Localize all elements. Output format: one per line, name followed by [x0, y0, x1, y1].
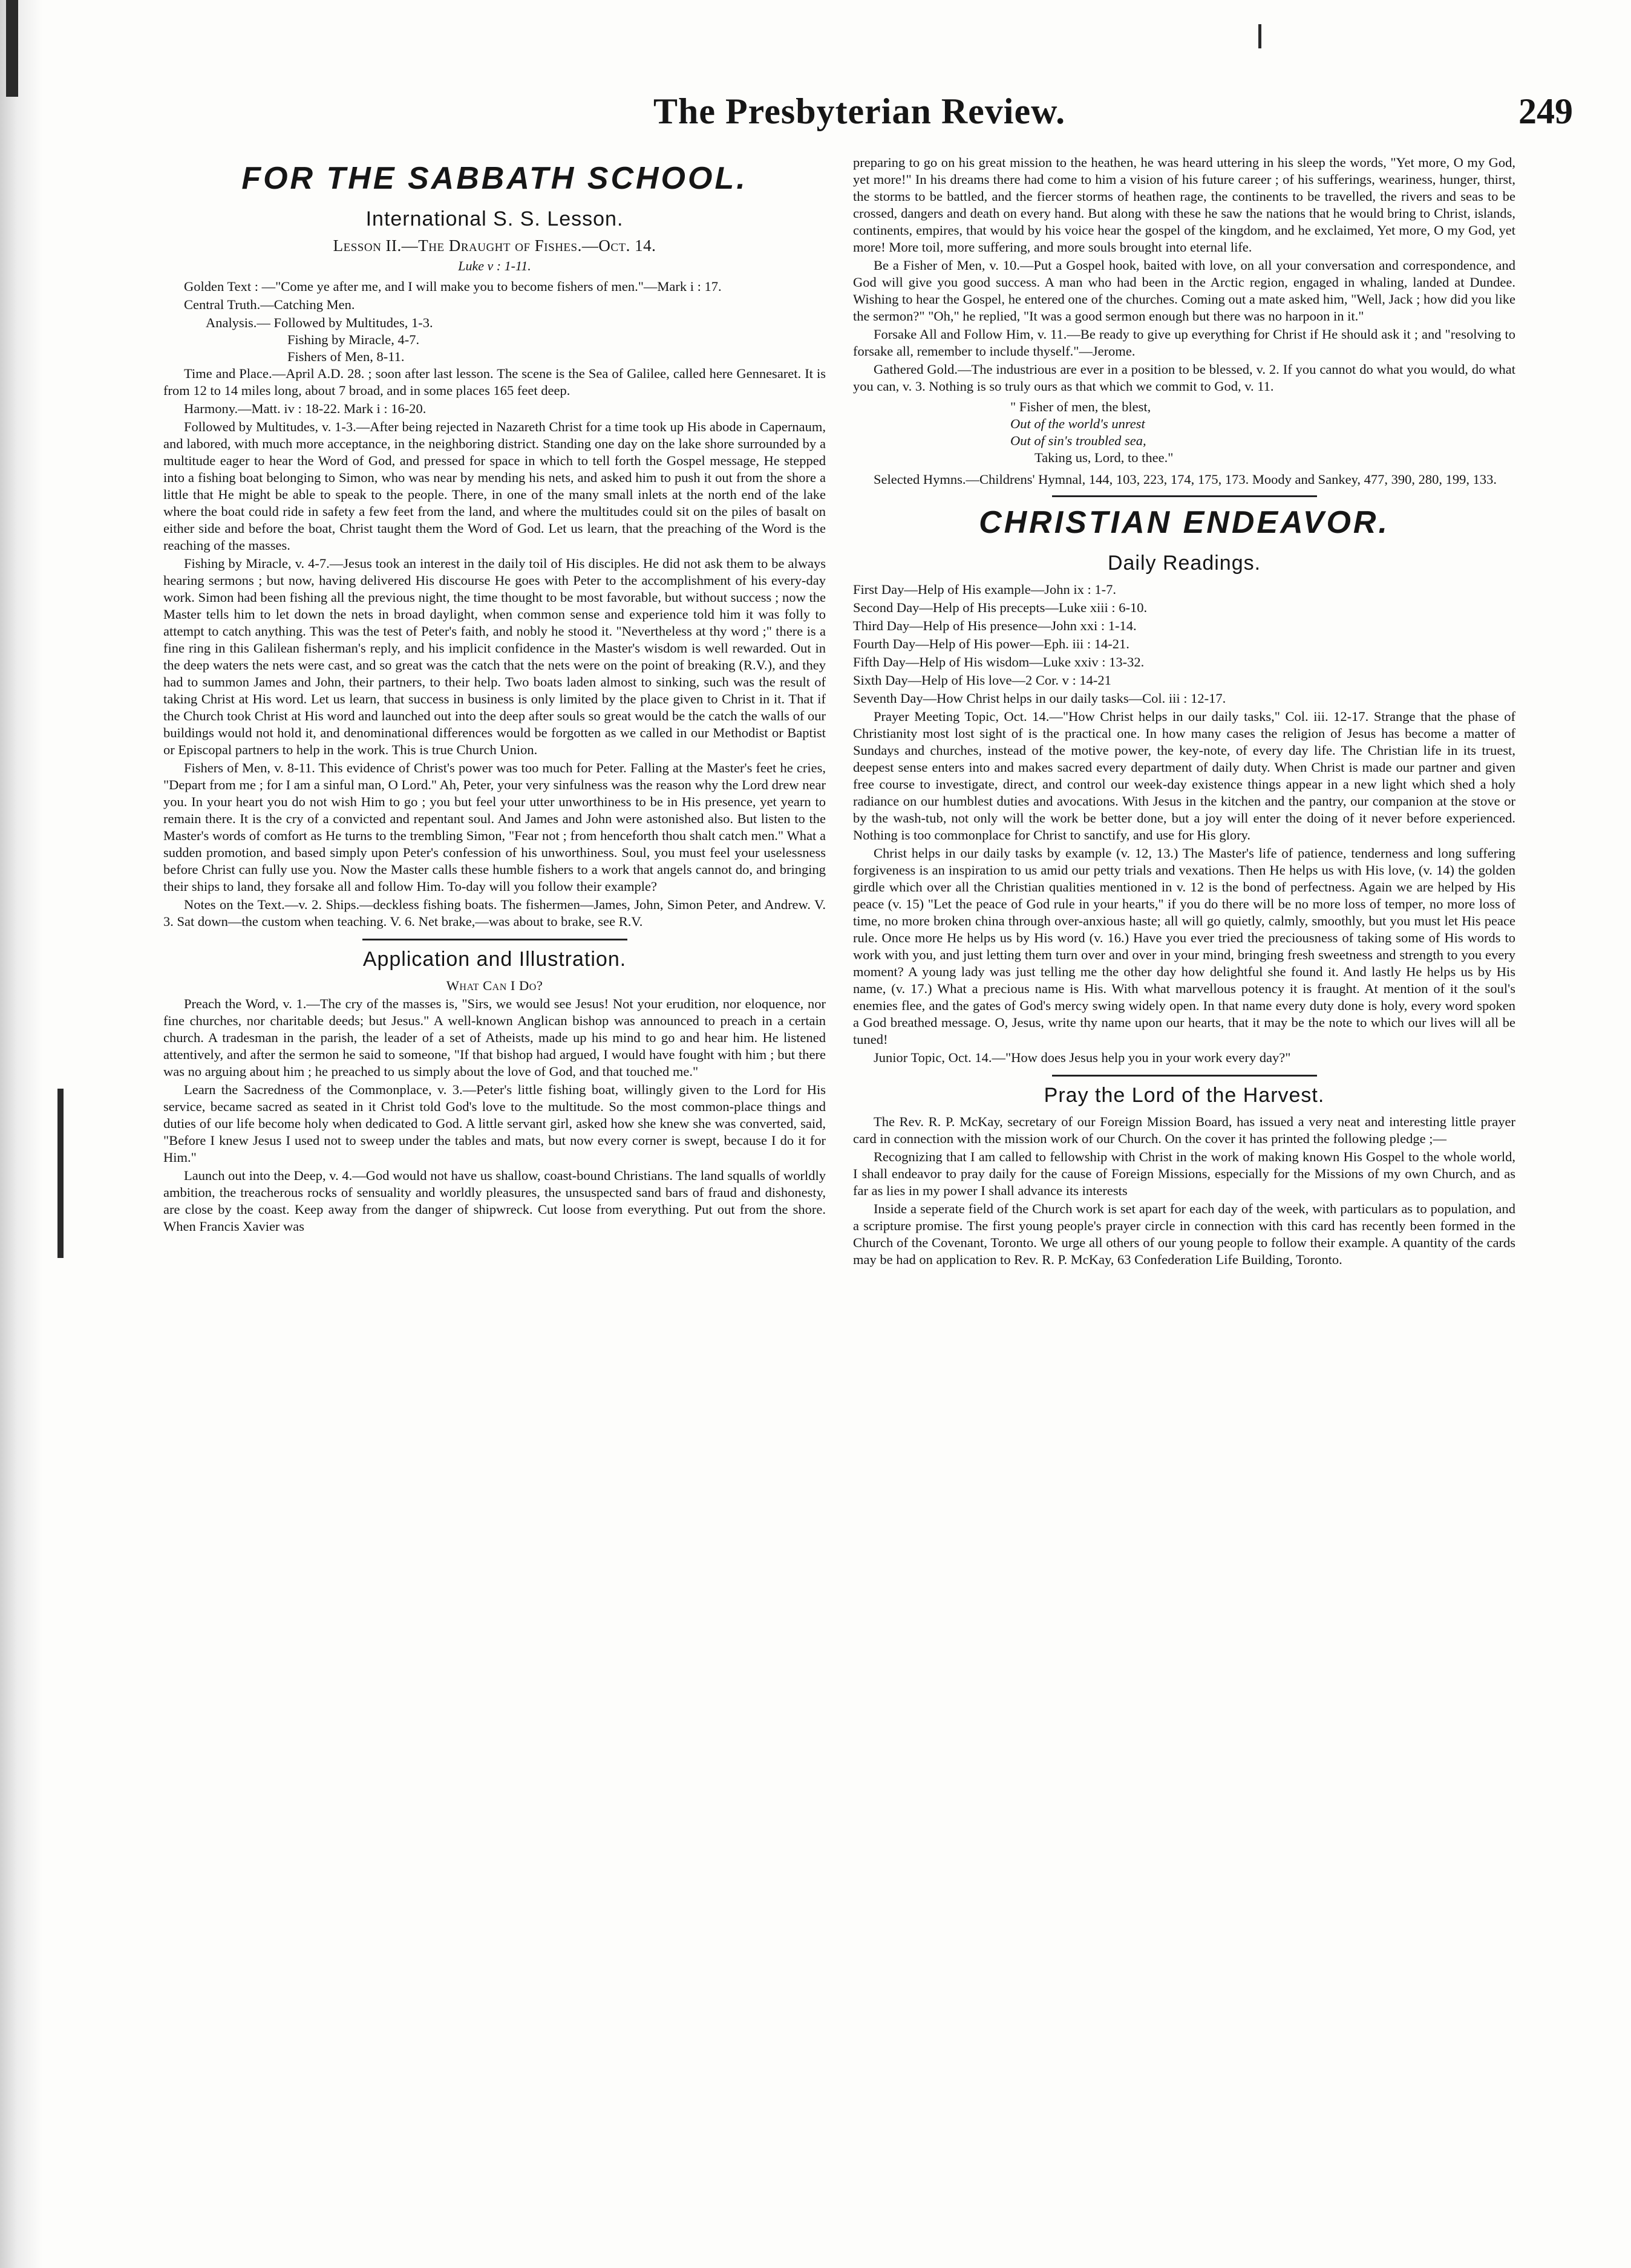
divider: [362, 939, 627, 940]
paragraph: Fishers of Men, v. 8-11. This evidence of Christ's power was too much for Peter. Falling at the Master's feet he cries, "Depart from me ; for I am a sinful man, O Lord." Ah, Peter, your very sinfulness was the reason why the Lord drew near you. In your heart you do not wish Him to go ; you but feel your utter unworthiness to be in His presence, yet yearn to remain there. It is the cry of a convicted and repentant soul. And James and John were astonished also. But listen to the Master's words of comfort as He turns to the trembling Simon, "Fear not ; from henceforth thou shalt catch men." What a sudden promotion, and based simply upon Peter's confession of his unworthiness. Soul, you must feel your uselessness before Christ can fully use you. Now the Master calls these humble fishers to a work that angels cannot do, and bringing their ships to land, they forsake all and follow Him. To-day will you follow their example?: [163, 760, 826, 894]
paragraph: Fishing by Miracle, v. 4-7.—Jesus took an interest in the daily toil of His disciples. He did not ask them to be always hearing sermons ; but now, having delivered His discourse He goes with Peter to the accomplishment of his every-day work. Simon had been fishing all the previous night, the time thought to be most favorable, but without success ; now the Master tells him to let down the nets in broad daylight, when common sense and experience told him it was folly to attempt to catch anything. This was the test of Peter's faith, and nobly he stood it. "Nevertheless at thy word ;" there is a fine ring in this Galilean fisherman's reply, and his implicit confidence in the Master's wisdom is well rewarded. Out in the deep waters the nets were cast, and so great was the catch that the nets were on the point of breaking (R.V.), and they had to summon James and John, their partners, to their help. Two boats laden almost to sinking, such was the result of taking Christ at His word. Let us learn, that success in business is only limited by the place given to Christ in it. That if the Church took Christ at His word and launched out into the deep after souls so great would be the catch the walls of our buildings would not hold it, and denominational differences would be forgotten as we called in our Methodist or Baptist or Episcopal partners to help in the work. This is true Church Union.: [163, 556, 826, 757]
reading-item: Sixth Day—Help of His love—2 Cor. v : 14-21: [853, 673, 1111, 688]
selected-hymns: Selected Hymns.—Childrens' Hymnal, 144, 103, 223, 174, 175, 173. Moody and Sankey, 477, 390, 280, 199, 133.: [874, 472, 1497, 487]
paragraph: Forsake All and Follow Him, v. 11.—Be ready to give up everything for Christ if He should ask it ; and "resolving to forsake all, remember to include thyself."—Jerome.: [853, 327, 1515, 359]
harvest-heading: Pray the Lord of the Harvest.: [1044, 1084, 1325, 1107]
divider: [1052, 1075, 1317, 1077]
scripture-ref: Luke v : 1-11.: [458, 258, 531, 273]
section-title-christian-endeavor: CHRISTIAN ENDEAVOR.: [979, 505, 1390, 540]
paragraph: Junior Topic, Oct. 14.—"How does Jesus help you in your work every day?": [874, 1050, 1291, 1065]
right-column: [853, 154, 1515, 1269]
paragraph: Preach the Word, v. 1.—The cry of the masses is, "Sirs, we would see Jesus! Not your erudition, nor eloquence, nor fine churches, nor charitable deeds; but Jesus." A well-known Anglican bishop was announced to preach in a certain church. A tradesman in the parish, the leader of a set of Atheists, made up his mind to go and hear him. He listened attentively, and after the sermon he said to someone, "If that bishop had argued, I would have fought with him ; but there was no arguing about him ; he preached to us simply about the love of God, and that touched me.": [163, 996, 826, 1079]
paragraph: The Rev. R. P. McKay, secretary of our Foreign Mission Board, has issued a very neat and interesting little prayer card in connection with the mission work of our Church. On the cover it has printed the following pledge ;—: [853, 1114, 1515, 1146]
reading-item: Seventh Day—How Christ helps in our daily tasks—Col. iii : 12-17.: [853, 691, 1226, 706]
central-truth: Central Truth.—Catching Men.: [184, 297, 355, 312]
application-heading: Application and Illustration.: [362, 948, 627, 971]
poem-line: Out of the world's unrest: [1010, 416, 1145, 431]
page-number: 249: [1518, 91, 1573, 131]
paragraph: Time and Place.—April A.D. 28. ; soon after last lesson. The scene is the Sea of Galilee, called here Gennesaret. It is from 12 to 14 miles long, about 7 broad, and in some places 165 feet deep.: [163, 366, 826, 398]
paragraph: preparing to go on his great mission to the heathen, he was heard uttering in his sleep the words, "Yet more, O my God, yet more!" In his dreams there had come to him a vision of his future career ; of his sufferings, weariness, hunger, thirst, the storms to be battled, and the fiercer storms of heathen rage, the continents to be travelled, the rivers and seas to be crossed, dangers and death on every hand. But along with these he saw the nations that he would bring to Christ, islands, continents, empires, that would by his voice hear the gospel of the kingdom, and he exclaimed, Yet more, O my God, yet more! More toil, more suffering, and more souls brought into eternal life.: [853, 155, 1515, 255]
analysis-line: Analysis.— Followed by Multitudes, 1-3.: [206, 315, 433, 330]
daily-readings-list: [853, 581, 1515, 707]
poem-line: Taking us, Lord, to thee.": [1034, 450, 1174, 465]
lesson-line: Lesson II.—The Draught of Fishes.—Oct. 14.: [333, 236, 656, 255]
paragraph: Prayer Meeting Topic, Oct. 14.—"How Christ helps in our daily tasks," Col. iii. 12-17. Strange that the phase of Christianity most lost sight of is the practical one. In how many cases the religion of Jesus has become a matter of Sundays and churches, instead of the motive power, the key-note, of every day life. The Christian life in its truest, deepest sense enters into and makes sacred every department of daily duty. When Christ is made our partner and given free course to investigate, direct, and control our week-day existence things appear in a new light which shed a holy radiance on our humblest duties and avocations. With Jesus in the kitchen and the pantry, our companion at the stove or by the wash-tub, not only will the work be better done, but a joy will enter the doing of it never before experienced. Nothing is too commonplace for Christ to sanctify, and use for His glory.: [853, 709, 1515, 842]
application-subheading: What Can I Do?: [446, 978, 543, 993]
scan-artifact: [6, 0, 18, 97]
reading-item: Third Day—Help of His presence—John xxi : 1-14.: [853, 618, 1137, 633]
section-title-sabbath-school: FOR THE SABBATH SCHOOL.: [241, 161, 748, 196]
paragraph: Inside a seperate field of the Church work is set apart for each day of the week, with particulars as to population, and a scripture promise. The first young people's prayer circle in connection with this card has recently been formed in the Church of the Covenant, Toronto. We urge all others of our young people to follow their example. A quantity of the cards may be had on application to Rev. R. P. McKay, 63 Confederation Life Building, Toronto.: [853, 1201, 1515, 1267]
page-header: [629, 91, 1573, 145]
paragraph: Harmony.—Matt. iv : 18-22. Mark i : 16-20.: [184, 401, 427, 416]
paragraph: Recognizing that I am called to fellowship with Christ in the work of making known His Gospel to the whole world, I shall endeavor to pray daily for the cause of Foreign Missions, especially for the Missions of my own Church, and as far as lies in my power I shall advance its interests: [853, 1149, 1515, 1198]
paragraph: Followed by Multitudes, v. 1-3.—After being rejected in Nazareth Christ for a time took up His abode in Capernaum, and labored, with much more acceptance, in the neighboring district. Standing one day on the lake shore surrounded by a multitude eager to hear the Word of God, and pressed for space in which to tell forth the Gospel message, He stepped into a fishing boat belonging to Simon, who was near by mending his nets, and asked him to push it out from the shore a little that He might be able to speak to the people. There, in one of the many small inlets at the north end of the lake where the boat could ride in safety a few feet from the land, and where the multitudes could sit on the piles of basalt on either side and before the boat, Christ taught them the Word of God. Let us learn, that the preaching of the Word is the reaching of the masses.: [163, 419, 826, 553]
scan-artifact: [1258, 24, 1261, 48]
paragraph: Learn the Sacredness of the Commonplace, v. 3.—Peter's little fishing boat, willingly given to the Lord for His service, became sacred as seated in it Christ told God's love to the multitude. So the most common-place things and duties of our life become holy when dedicated to God. A little servant girl, asked how she knew she was converted, said, "Before I knew Jesus I used not to sweep under the tables and mats, but now every corner is swept, because I do it for Him.": [163, 1082, 826, 1165]
poem: [1010, 399, 1515, 466]
paragraph: Gathered Gold.—The industrious are ever in a position to be blessed, v. 2. If you cannot do what you would, do what you can, v. 3. Nothing is so truly ours as that which we commit to God, v. 11.: [853, 362, 1515, 394]
analysis-block: [206, 314, 826, 365]
paragraph: Be a Fisher of Men, v. 10.—Put a Gospel hook, baited with love, on all your conversation and correspondence, and God will give you good success. A man who had been in the Arctic region, engaged in whaling, landed at Dundee. Wishing to hear the Gospel, he entered one of the churches. Coming out a mate asked him, "Well, Jack ; how did you like the sermon?" "Oh," he replied, "It was a good sermon enough but there was no harpoon in it.": [853, 258, 1515, 324]
lesson-heading: International S. S. Lesson.: [365, 207, 624, 230]
analysis-line: Fishers of Men, 8-11.: [287, 349, 405, 364]
journal-title: The Presbyterian Review.: [653, 91, 1066, 131]
left-column: [163, 154, 826, 1236]
reading-item: First Day—Help of His example—John ix : 1-7.: [853, 582, 1116, 597]
scan-artifact: [57, 1089, 64, 1258]
paragraph: Notes on the Text.—v. 2. Ships.—deckless fishing boats. The fishermen—James, John, Simon Peter, and Andrew. V. 3. Sat down—the custom when teaching. V. 6. Net brake,—was about to brake, see R.V.: [163, 897, 826, 929]
scan-edge: [0, 0, 42, 2268]
paragraph: Christ helps in our daily tasks by example (v. 12, 13.) The Master's life of patience, tenderness and long suffering forgiveness is an inspiration to us amid our petty trials and vexations. Then He helps us with His love, (v. 14) the golden girdle which over all the Christian qualities mentioned in v. 12 is the bond of perfectness. Again we are helped by His peace (v. 15) "Let the peace of God rule in your hearts," if you do there will be no more loss of temper, no more loss of time, no more broken china through over-anxious haste; all will go quietly, calmly, smoothly, but you must let His peace rule. Once more He helps us by His word (v. 16.) Have you ever tried the preciousness of taking some of His words to work with you, and just letting them turn over and over in your mind, bringing fresh sweetness and strength to you every moment? A young lady was just telling me the other day how delightful she found it. And lastly He helps us by His name, (v. 17.) What a precious name is His. With what marvellous potency it is fraught. At mention of it the soul's enemies flee, and the gates of God's mercy swing widely open. In that name every duty done is holy, every word spoken a God breathed message. O, Jesus, write thy name upon our hearts, that it may be the note to which our lives will all be tuned!: [853, 846, 1515, 1047]
analysis-line: Fishing by Miracle, 4-7.: [287, 332, 420, 347]
poem-line: Out of sin's troubled sea,: [1010, 433, 1146, 448]
divider: [1052, 495, 1317, 497]
poem-line: " Fisher of men, the blest,: [1010, 399, 1151, 414]
daily-readings-heading: Daily Readings.: [1107, 552, 1261, 575]
paragraph: Launch out into the Deep, v. 4.—God would not have us shallow, coast-bound Christians. The land squalls of worldly ambition, the treacherous rocks of sensuality and worldly pleasures, the unsuspected sand bars of fraud and dishonesty, are close by the coast. Keep away from the danger of shipwreck. Cut loose from everything. Put out from the shore. When Francis Xavier was: [163, 1168, 826, 1234]
reading-item: Fifth Day—Help of His wisdom—Luke xxiv : 13-32.: [853, 654, 1145, 670]
reading-item: Second Day—Help of His precepts—Luke xiii : 6-10.: [853, 600, 1148, 615]
reading-item: Fourth Day—Help of His power—Eph. iii : 14-21.: [853, 636, 1129, 651]
golden-text: Golden Text : —"Come ye after me, and I will make you to become fishers of men."—Mark i : 17.: [184, 279, 722, 294]
